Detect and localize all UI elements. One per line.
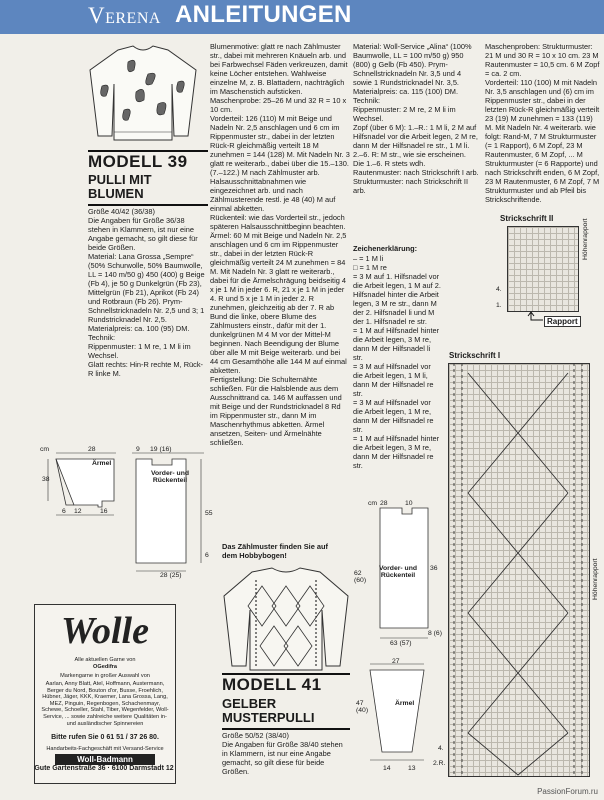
schematic-39-width-cuff: 12 bbox=[74, 508, 82, 515]
strickschrift-1-row2: 2.R. bbox=[433, 760, 446, 767]
schematic-39 bbox=[36, 445, 216, 585]
schematic-39-width-neck: 19 (16) bbox=[150, 446, 172, 453]
model-41-text: Größe 50/52 (38/40) Die Angaben für Größe 38/40 stehen in Klammern, ist nur eine Angabe gemacht, so gilt diese für beide Größen. bbox=[222, 731, 343, 776]
subtitle-rule bbox=[88, 204, 208, 206]
strickschrift-2-title: Strickschrift II bbox=[500, 214, 554, 223]
schematic-41-sleeve-width: 27 bbox=[392, 658, 400, 665]
model-41-title: MODELL 41 bbox=[222, 675, 322, 694]
wolle-address: Gute Gartenstraße 36 · 6100 Darmstadt 12 bbox=[34, 765, 174, 772]
schematic-41-height-2: 36 bbox=[430, 565, 438, 572]
strickschrift-2-grid bbox=[507, 226, 579, 312]
watermark: PassionForum.ru bbox=[537, 787, 598, 796]
schematic-39-body-label: Vorder- und Rückenteil bbox=[150, 470, 189, 484]
subtitle-rule-41 bbox=[222, 728, 350, 730]
schematic-41-cuff-2: 13 bbox=[408, 765, 416, 772]
legend-title: Zeichenerklärung: bbox=[353, 244, 418, 253]
schematic-39-width-sleeve: 28 bbox=[88, 446, 96, 453]
strickschrift-1-row4: 4. bbox=[438, 745, 444, 752]
schematic-41-width-2: 10 bbox=[405, 500, 413, 507]
rapport-label: Rapport bbox=[544, 316, 581, 327]
rapport-arrow-icon bbox=[527, 312, 547, 326]
schematic-39-width-cuff-3: 6 bbox=[62, 508, 66, 515]
sweater-39-illustration bbox=[88, 44, 198, 142]
schematic-39-width-shoulder: 9 bbox=[136, 446, 140, 453]
model-39-title: MODELL 39 bbox=[88, 152, 188, 171]
sweater-41-illustration bbox=[222, 566, 350, 672]
strickschrift-2-row4: 4. bbox=[496, 286, 502, 293]
wolle-shop: Handarbeits-Fachgeschäft mit Versand-Service bbox=[46, 746, 164, 752]
schematic-41-height-body: 62 (60) bbox=[354, 570, 367, 584]
model-39-text: Größe 40/42 (36/38) Die Angaben für Größe 36/38 stehen in Klammern, ist nur eine Angabe gemacht, so gilt diese für beide Größen. Material: Lana Grossa „Sempre“ (50% Schurwolle, 50% Baumwolle, LL = 140 m/50 g) 450 (400) g Beige (Fb 4), je 50 g Dunkelgrün (Fb 23), Mittelgrün (Fb 21), Aprikot (Fb 24) und Rotbraun (Fb 26). Prym-Schnellstricknadeln Nr. 2,5 und 3; 1 Rundstricknadel Nr. 2,5. Materialpreis: ca. 100 (95) DM. Technik: Rippenmuster: 1 M re, 1 M li im Wechsel. Glatt rechts: Hin-R rechte M, Rück-R linke M. bbox=[88, 207, 205, 378]
strickschrift-2-row1: 1. bbox=[496, 302, 502, 309]
magazine-brand: Verena bbox=[88, 3, 161, 28]
schematic-39-width-body: 28 (25) bbox=[160, 572, 182, 579]
hobbybogen-note: Das Zählmuster finden Sie auf dem Hobbybogen! bbox=[222, 542, 331, 560]
schematic-41-sleeve-label: Ärmel bbox=[395, 700, 415, 707]
column-3-text: Material: Woll-Service „Alina“ (100% Baumwolle, LL = 100 m/50 g) 950 (800) g Gelb (Fb 450). Prym-Schnellstricknadeln Nr. 3,5 und 4 sowie 1 Rundstricknadel Nr. 3,5. Materialpreis: ca. 115 (100) DM. Technik: Rippenmuster: 2 M re, 2 M li im Wechsel. Zopf (über 6 M): 1.–R.: 1 M li, 2 M auf Hilfsnadel vor die Arbeit legen, 2 M re, dann M der Hilfsnadel re str., 1 M li. 2.–6. R: M str., wie sie erscheinen. Die 1.–6. R stets wdh. Rautenmuster: nach Strickschrift I arb. Strukturmuster: nach Strickschrift II arb. bbox=[353, 42, 479, 195]
section-title: ANLEITUNGEN bbox=[175, 1, 352, 28]
schematic-41 bbox=[352, 498, 442, 780]
strickschrift-2-hoehenrapport: Höhenrapport bbox=[582, 218, 589, 260]
schematic-39-height-rib: 6 bbox=[205, 552, 209, 559]
model-39-subtitle: PULLI MIT BLUMEN bbox=[88, 172, 152, 201]
schematic-41-unit: cm bbox=[368, 500, 378, 507]
strickschrift-1-cables bbox=[448, 363, 588, 775]
wolle-line3: Markengarne in großer Auswahl von bbox=[60, 673, 150, 679]
model-41-subtitle: GELBER MUSTERPULLI bbox=[222, 696, 315, 725]
legend-text: – = 1 M li □ = 1 M re = 3 M auf 1. Hilfsnadel vor die Arbeit legen, 1 M auf 2. Hilfsnadel hinter die Arbeit legen, 3 M re str., dann M der 2. Hilfsnadel li und M der 1. Hilfsnadel re str. = 1 M auf Hilfsnadel hinter die Arbeit legen, 3 M re, dann M der Hilfsnadel li str. = 3 M auf Hilfsnadel vor die Arbeit legen, 1 M li, dann M der Hilfsnadel re str. = 3 M auf Hilfsnadel vor die Arbeit legen, 1 M re, dann M der Hilfsnadel re str. = 1 M auf Hilfsnadel hinter die Arbeit legen, 3 M re, dann M der Hilfsnadel re str. bbox=[353, 254, 441, 470]
wolle-line1: Alle aktuellen Garne von bbox=[74, 657, 136, 663]
schematic-39-width-cuff-2: 16 bbox=[100, 508, 108, 515]
schematic-39-height-sleeve: 38 bbox=[42, 476, 50, 483]
page-header bbox=[0, 0, 604, 34]
schematic-41-width-body: 63 (57) bbox=[390, 640, 412, 647]
wolle-advertisement bbox=[34, 604, 176, 784]
wolle-name-banner: Woll-Badmann bbox=[55, 754, 155, 765]
schematic-39-unit: cm bbox=[40, 446, 50, 453]
schematic-39-sleeve-label: Ärmel bbox=[92, 460, 112, 467]
column-2-text: Blumenmotive: glatt re nach Zählmuster str., dabei mit mehreren Knäueln arb. und bei Farbwechsel Fäden verkreuzen, damit keine Löcher entstehen. Wahlweise einzelne M, z. B. Blattadern, nachträglich im Maschenstich aufsticken. Maschenprobe: 25–26 M und 32 R = 10 x 10 cm. Vorderteil: 126 (110) M mit Beige und Nadeln Nr. 2,5 anschlagen und 6 cm im Rippenmuster str., dabei in der letzten Rück-R gleichmäßig verteilt 18 M zunehmen = 144 (128) M. Mit Nadeln Nr. 3 glatt re weiterarb., dabei über die 15.–130. (7.–122.) M nach Zählmuster arb. Halsausschnittabnahmen wie eingezeichnet arb. und nach Zählmusterende restl. je 48 (40) M auf einmal abketten. Rückenteil: wie das Vorderteil str., jedoch späteren Halsausschnittbeginn beachten. Ärmel: 60 M mit Beige und Nadeln Nr. 2,5 anschlagen und 6 cm im Rippenmuster str., dabei in der letzten Rück-R gleichmäßig verteilt 24 M zunehmen = 84 M. Mit Nadeln Nr. 3 glatt re weiterarb., dabei für die Ärmelschrägung beidseitig 4 x je 1 M in jeder 6. R, 21 x je 1 M in jeder 4. R und 5 x je 1 M in jeder 2. R zunehmen, gleichzeitig ab der 7. R ab Bund die linke, obere Blume des Zählmusters einstr., dafür mit der 1. dunkelgrünen M 4 M vor der Mittel-M beginnen. Nach Beendigung der Blume über alle M mit Beige weiterarb. und bei 44 cm Gesamthöhe alle 144 M auf einmal abketten. Fertigstellung: Die Schulternähte schließen. Für die Halsblende aus dem Ausschnittrand ca. 146 M auffassen und mit Beige und der Rundstricknadel 8 Rd im Rippenmuster str., dann M im Maschenrhythmus abketten. Ärmel ansetzen, Seiten- und Ärmelnähte schließen. bbox=[210, 42, 350, 447]
schematic-39-height-body: 55 bbox=[205, 510, 213, 517]
schematic-41-sleeve-height: 47 (40) bbox=[356, 700, 369, 714]
schematic-41-body-label: Vorder- und Rückenteil bbox=[378, 565, 417, 579]
wolle-logo: Wolle bbox=[61, 610, 149, 652]
wolle-gedifra: OGedifra bbox=[93, 664, 117, 670]
strickschrift-1-title: Strickschrift I bbox=[449, 351, 501, 360]
schematic-41-cuff-1: 14 bbox=[383, 765, 391, 772]
wolle-brands: Aarlan, Anny Blatt, Atel, Hoffmann, Austermann, Berger du Nord, Bouton d'or, Busse, Froehlich, Hübner, Jäger, KKK, Kraemer, Lana Grossa, Lang, MEZ, Pinguin, Regenbogen, Schachenmayr, Schewe, Schoeller, Stahl, Tiber, Wegenfelder, Woll-Service, ... sowie zahlreiche weitere Qualitäten in- und ausländischer Spinnereien bbox=[41, 681, 169, 727]
schematic-41-height-rib: 8 (6) bbox=[428, 630, 442, 637]
strickschrift-1-hoehenrapport: Höhenrapport bbox=[592, 558, 599, 600]
column-4-text: Maschenproben: Strukturmuster: 21 M und 30 R = 10 x 10 cm. 23 M Rautenmuster = 10,5 cm. 6 M Zopf = ca. 2 cm. Vorderteil: 110 (100) M mit Nadeln Nr. 3,5 anschlagen und (6) cm im Rippenmuster str., dabei in der letzten Rück-R gleichmäßig verteilt 23 (19) M zunehmen = 133 (119) M. Mit Nadeln Nr. 4 weiterarb. wie folgt: Rand-M, 7 M Strukturmuster (= 1 Rapport), 6 M Zopf, 23 M Rautenmuster, 6 M Zopf, ... M Strukturmuster (= 6 Rapporte) und nach Strickschrift enden, 6 M Zopf, 23 M Rautenmuster, 6 M Zopf, 7 M Strukturmuster und ab Pfeil bis Strickschriftende. bbox=[485, 42, 600, 204]
wolle-phone: Bitte rufen Sie 0 61 51 / 37 26 80. bbox=[51, 734, 159, 741]
schematic-41-width-1: 28 bbox=[380, 500, 388, 507]
